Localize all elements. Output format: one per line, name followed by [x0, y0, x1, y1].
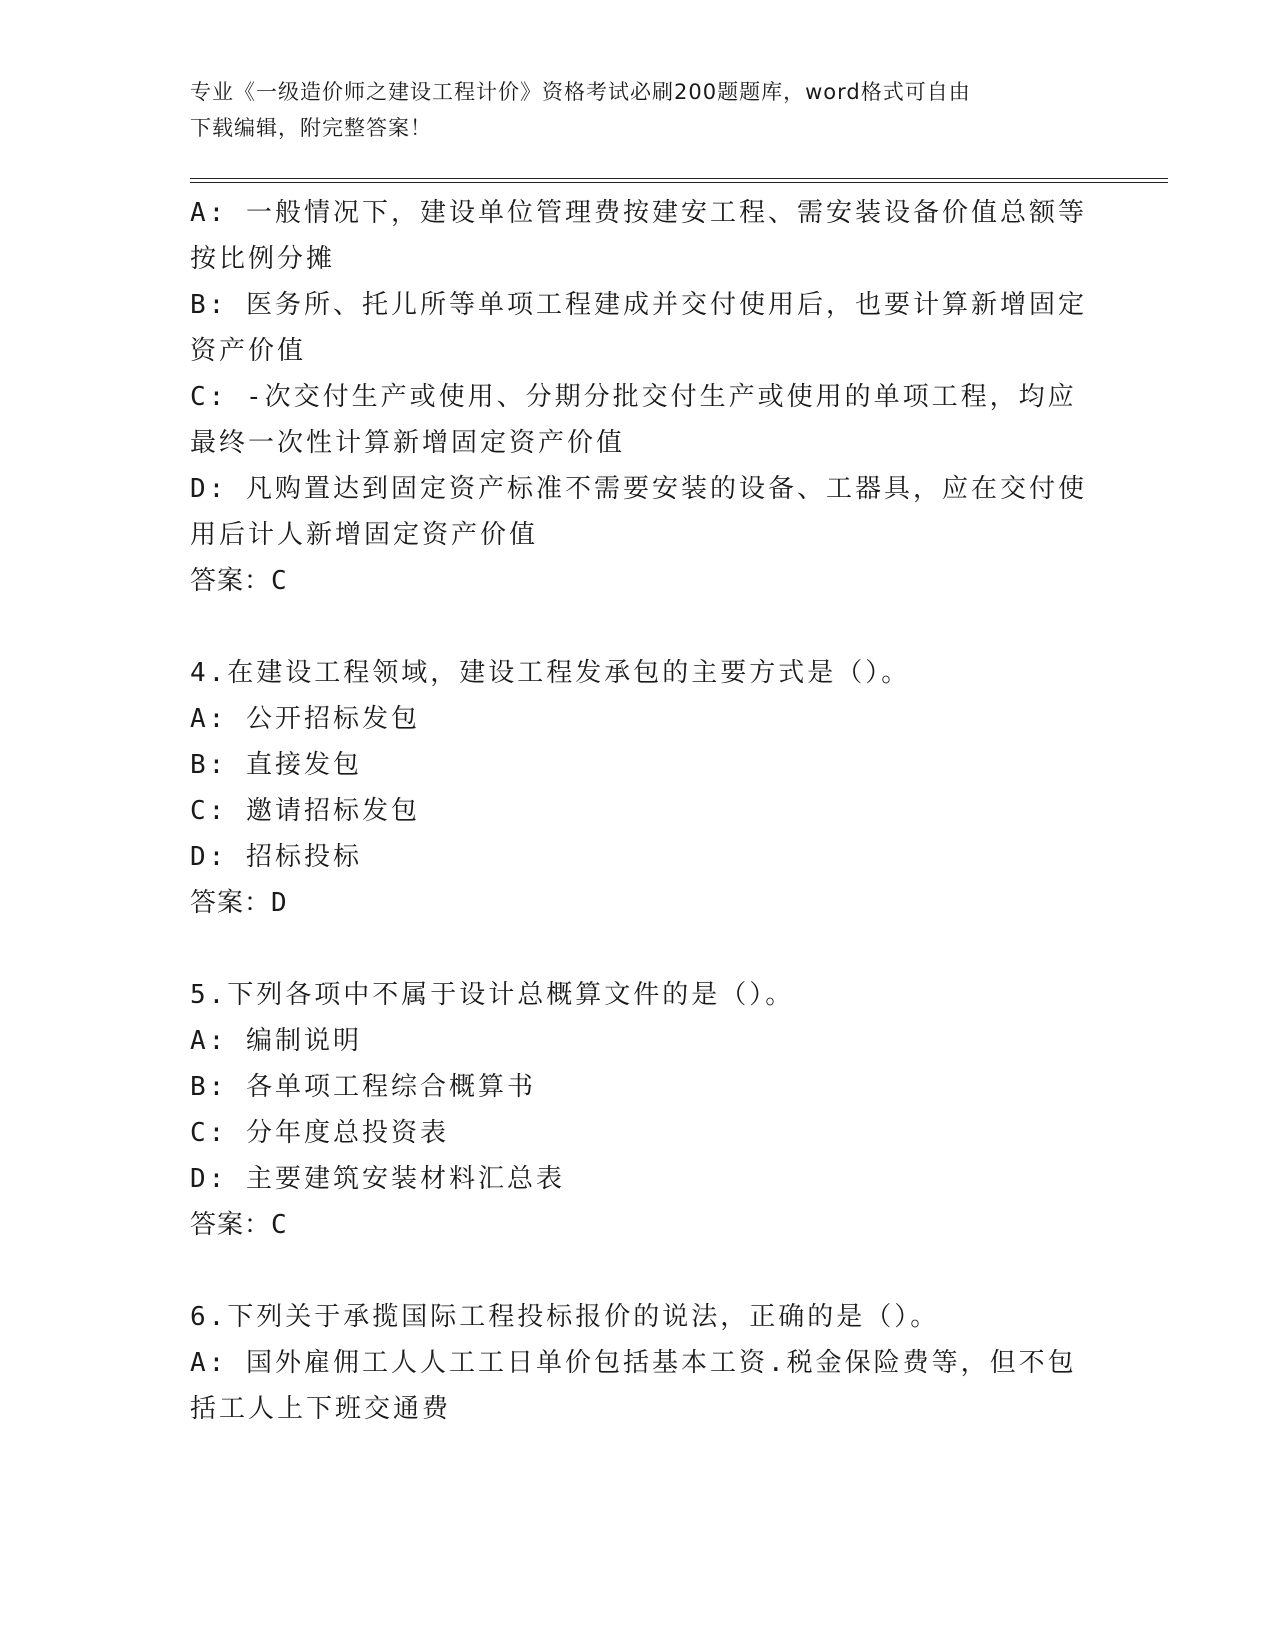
- option-a-line-2: 按比例分摊: [190, 244, 336, 274]
- question-text: 6.下列关于承揽国际工程投标报价的说法，正确的是（）。: [190, 1302, 940, 1332]
- option-a-line-1: A: 一般情况下，建设单位管理费按建安工程、需安装设备价值总额等: [190, 198, 1087, 228]
- option-c-line-2: 最终一次性计算新增固定资产价值: [190, 428, 626, 458]
- option-d: D: 招标投标: [190, 842, 362, 872]
- document-header: [190, 74, 1070, 146]
- option-a-line-1: A: 国外雇佣工人人工工日单价包括基本工资.税金保险费等，但不包: [190, 1348, 1077, 1378]
- option-a: A: 编制说明: [190, 1026, 362, 1056]
- spacer: [190, 1248, 1090, 1294]
- answer-line: 答案：C: [190, 1210, 288, 1240]
- option-d-line-1: D: 凡购置达到固定资产标准不需要安装的设备、工器具，应在交付使: [190, 474, 1087, 504]
- answer-line: 答案：C: [190, 566, 288, 596]
- option-b-line-1: B: 医务所、托儿所等单项工程建成并交付使用后，也要计算新增固定: [190, 290, 1087, 320]
- question-text: 5.下列各项中不属于设计总概算文件的是（）。: [190, 980, 795, 1010]
- option-d: D: 主要建筑安装材料汇总表: [190, 1164, 565, 1194]
- option-b-line-2: 资产价值: [190, 336, 307, 366]
- option-a: A: 公开招标发包: [190, 704, 420, 734]
- question-5-block: [190, 972, 1090, 1248]
- option-b: B: 各单项工程综合概算书: [190, 1072, 536, 1102]
- document-body: [190, 190, 1090, 1432]
- option-c: C: 邀请招标发包: [190, 796, 420, 826]
- option-a-line-2: 括工人上下班交通费: [190, 1394, 452, 1424]
- question-3-block: [190, 190, 1090, 604]
- option-b: B: 直接发包: [190, 750, 362, 780]
- answer-line: 答案：D: [190, 888, 288, 918]
- header-line-1: 专业《一级造价师之建设工程计价》资格考试必刷200题题库，word格式可自由: [190, 80, 971, 104]
- spacer: [190, 926, 1090, 972]
- option-d-line-2: 用后计人新增固定资产价值: [190, 520, 539, 550]
- question-6-block: [190, 1294, 1090, 1432]
- header-divider: [190, 178, 1168, 183]
- header-line-2: 下载编辑，附完整答案！: [190, 116, 432, 140]
- question-4-block: [190, 650, 1090, 926]
- option-c: C: 分年度总投资表: [190, 1118, 449, 1148]
- option-c-line-1: C: -次交付生产或使用、分期分批交付生产或使用的单项工程，均应: [190, 382, 1077, 412]
- spacer: [190, 604, 1090, 650]
- question-text: 4.在建设工程领域，建设工程发承包的主要方式是（）。: [190, 658, 911, 688]
